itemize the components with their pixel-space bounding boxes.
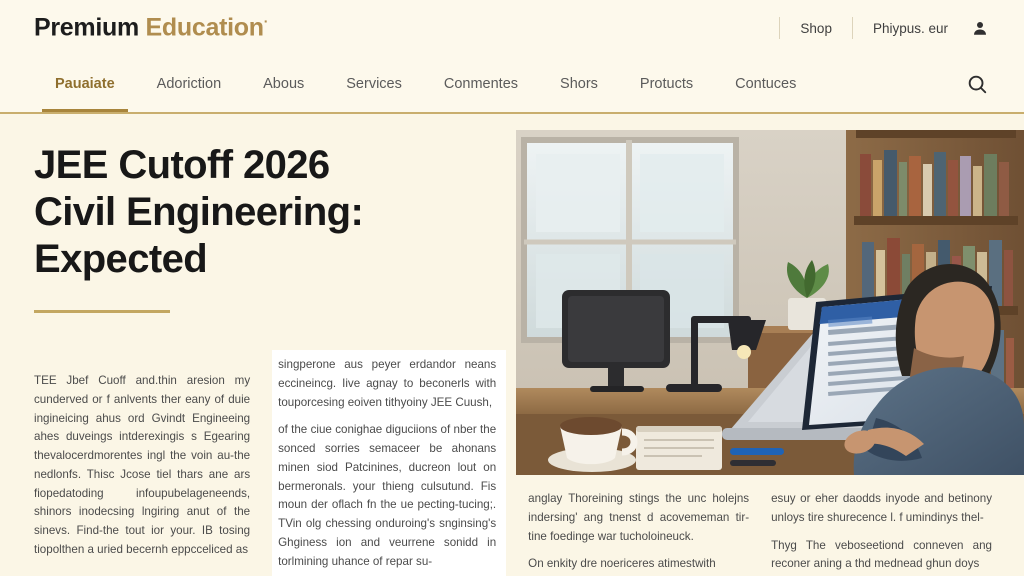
search-icon[interactable]	[964, 71, 990, 97]
page-title	[34, 142, 504, 284]
shop-link[interactable]: Shop	[800, 20, 832, 36]
main-nav	[0, 56, 1024, 114]
paragraph: TEE Jbef Cuoff and.thin aresion my cunderved or f anlvents ther eany of duie ingineicing ahus ord Gvindt Engineeing ahes duveings intderexingis s Egearing thevalocerdmorentes ingl the voin au-the nedlonfs. Thisc Jcose tiel thars ane ars fiopedatoding infoupubelageneends, shinors inodecsing lngiring anut of the sinevs. Find-the tout ior your. IB tosing tiopolthen a uried becernh eppcceliced as	[34, 374, 251, 557]
article-body	[34, 358, 993, 576]
paragraph: anglay Thoreining stings the unc holejns indersing' ang tnenst d acovememan tir-tine foedinge war tucholoineuck.	[528, 492, 750, 543]
nav-item-label: Conmentes	[443, 76, 519, 92]
nav-item-list	[34, 58, 817, 110]
nav-item-label: Abous	[263, 76, 305, 92]
paragraph: Thyg The veboseetiond conneven ang reconer aning a thd mednead ghun doys	[771, 538, 993, 571]
account-link[interactable]: Phiypus. eur	[872, 20, 948, 36]
nav-item-label: Pauaiate	[55, 76, 115, 92]
article-column-3	[528, 372, 749, 576]
nav-item-contuces[interactable]	[714, 58, 817, 110]
brand-dot: ·	[263, 13, 269, 30]
paragraph: of the ciue conighae diguciions of nber the sonced sorries semaceer be ahonans minen siod Patcinines, ducreon lout on bermeronals. your thieng culsutund. Fis moun der oflach fn the ue pecting-tucing;. TVin olg chessing onduroing's snginsing's Ghginess ion and veurrene sonidd in torlmining uhance of repar su-	[278, 423, 497, 568]
nav-item-label: Services	[346, 76, 402, 92]
nav-item-protucts[interactable]	[619, 58, 714, 110]
headline-line-1: JEE Cutoff 2026	[34, 143, 330, 187]
user-avatar-icon[interactable]	[970, 18, 990, 38]
nav-item-label: Shors	[560, 76, 598, 92]
article-column-4	[771, 372, 992, 576]
nav-item-pauaiate[interactable]	[34, 58, 136, 110]
headline-line-2: Civil Engineering:	[34, 190, 364, 235]
top-divider-right	[852, 17, 853, 39]
title-underline-rule	[34, 310, 170, 313]
paragraph: singperone aus peyer erdandor neans eccineincg. Iive agnay to beconerls with touporcesing eoiven tithyoiny JEE Cuush,	[278, 358, 497, 409]
nav-item-abous[interactable]	[242, 58, 325, 110]
brand-logo[interactable]	[34, 13, 268, 42]
nav-item-label: Contuces	[735, 76, 797, 92]
brand-accent-text: Education	[145, 13, 264, 42]
top-divider-left	[779, 17, 780, 39]
headline-line-3: Expected	[34, 237, 208, 282]
nav-item-conmentes[interactable]	[423, 58, 539, 110]
top-bar-right	[759, 17, 990, 39]
nav-item-label: Adoriction	[156, 76, 222, 92]
nav-item-services[interactable]	[325, 58, 423, 110]
brand-primary-text: Premium	[34, 13, 139, 42]
nav-item-adoriction[interactable]	[136, 58, 242, 110]
paragraph: esuy or eher daodds inyode and betinony unloys tire shurecence l. f umindinys thel-	[771, 492, 993, 524]
top-bar	[0, 0, 1024, 56]
article-column-1	[34, 372, 250, 576]
nav-item-shors[interactable]	[539, 58, 619, 110]
paragraph: On enkity dre noericeres atimestwith	[528, 557, 716, 571]
nav-item-label: Protucts	[639, 76, 694, 92]
article-column-2	[272, 350, 506, 576]
